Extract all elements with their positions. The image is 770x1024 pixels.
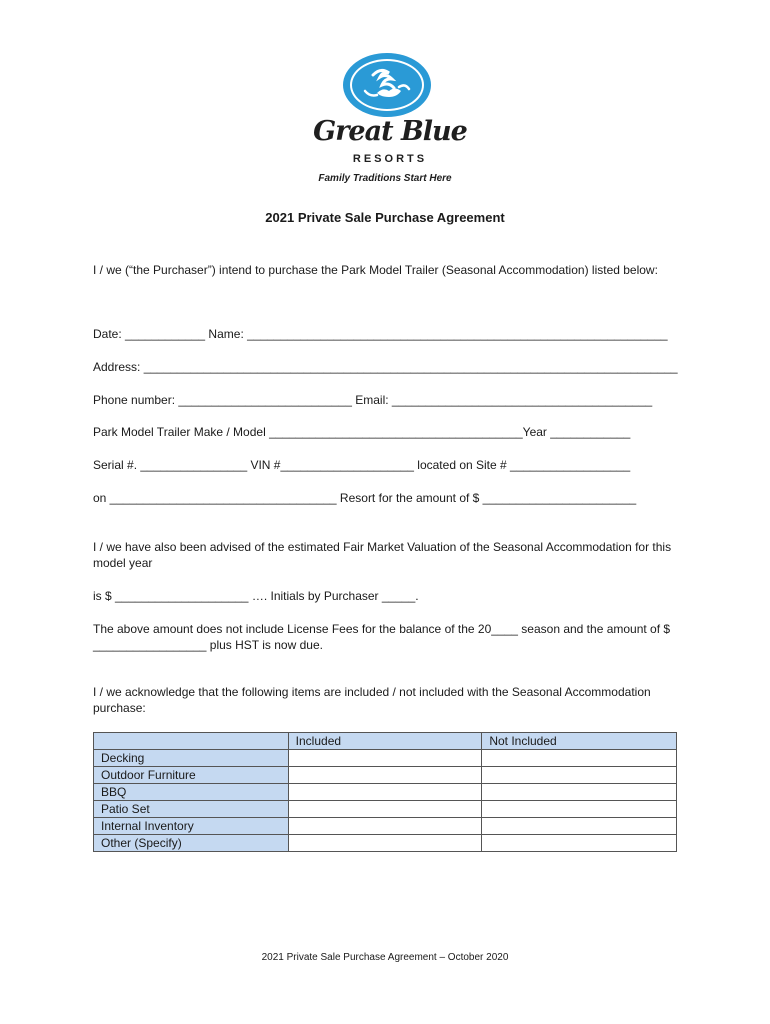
table-row xyxy=(94,767,677,784)
brand-tagline: Family Traditions Start Here xyxy=(318,173,452,184)
fmv-amount-field[interactable]: is $ ____________________ …. Initials by Purchaser _____. xyxy=(93,589,419,603)
included-cell[interactable] xyxy=(288,784,482,801)
included-cell[interactable] xyxy=(288,801,482,818)
license-paragraph: The above amount does not include License Fees for the balance of the 20____ season and the amount of $ _________________ plus HST is now due. xyxy=(93,622,671,652)
not-included-cell[interactable] xyxy=(482,818,677,835)
items-table xyxy=(93,732,677,852)
brand-script-text: Great Blue xyxy=(313,116,467,147)
table-header-cell xyxy=(94,733,289,750)
not-included-cell[interactable] xyxy=(482,750,677,767)
included-cell[interactable] xyxy=(288,767,482,784)
included-cell[interactable] xyxy=(288,750,482,767)
table-header-row xyxy=(94,733,677,750)
included-cell[interactable] xyxy=(288,818,482,835)
not-included-cell[interactable] xyxy=(482,801,677,818)
not-included-cell[interactable] xyxy=(482,767,677,784)
table-row xyxy=(94,750,677,767)
table-row xyxy=(94,818,677,835)
row-label: Patio Set xyxy=(94,801,289,818)
page-footer: 2021 Private Sale Purchase Agreement – October 2020 xyxy=(261,952,509,963)
table-row xyxy=(94,835,677,852)
table-row xyxy=(94,801,677,818)
brand-logo xyxy=(300,50,470,190)
row-label: BBQ xyxy=(94,784,289,801)
heron-logo-icon xyxy=(343,53,431,117)
row-label: Internal Inventory xyxy=(94,818,289,835)
address-field[interactable]: Address: ________________________________________________________________________________ xyxy=(93,360,678,374)
resort-amount-field[interactable]: on __________________________________ Resort for the amount of $ _______________________ xyxy=(93,491,637,505)
row-label: Other (Specify) xyxy=(94,835,289,852)
phone-email-field[interactable]: Phone number: __________________________ Email: _______________________________________ xyxy=(93,393,653,407)
not-included-cell[interactable] xyxy=(482,784,677,801)
serial-vin-site-field[interactable]: Serial #. ________________ VIN #____________________ located on Site # __________________ xyxy=(93,458,631,472)
row-label: Decking xyxy=(94,750,289,767)
included-cell[interactable] xyxy=(288,835,482,852)
make-model-year-field[interactable]: Park Model Trailer Make / Model ______________________________________Year ____________ xyxy=(93,425,631,439)
table-header-included: Included xyxy=(288,733,482,750)
row-label: Outdoor Furniture xyxy=(94,767,289,784)
fmv-paragraph: I / we have also been advised of the estimated Fair Market Valuation of the Seasonal Accommodation for this model year xyxy=(93,540,672,570)
acknowledge-paragraph: I / we acknowledge that the following items are included / not included with the Seasonal Accommodation purchase: xyxy=(93,685,651,715)
not-included-cell[interactable] xyxy=(482,835,677,852)
table-header-not-included: Not Included xyxy=(482,733,677,750)
document-title: 2021 Private Sale Purchase Agreement xyxy=(265,210,505,225)
intro-paragraph: I / we (“the Purchaser”) intend to purchase the Park Model Trailer (Seasonal Accommodation) listed below: xyxy=(93,263,658,277)
table-row xyxy=(94,784,677,801)
date-name-field[interactable]: Date: ____________ Name: _______________________________________________________________ xyxy=(93,327,668,341)
brand-resorts-text: RESORTS xyxy=(352,153,428,165)
